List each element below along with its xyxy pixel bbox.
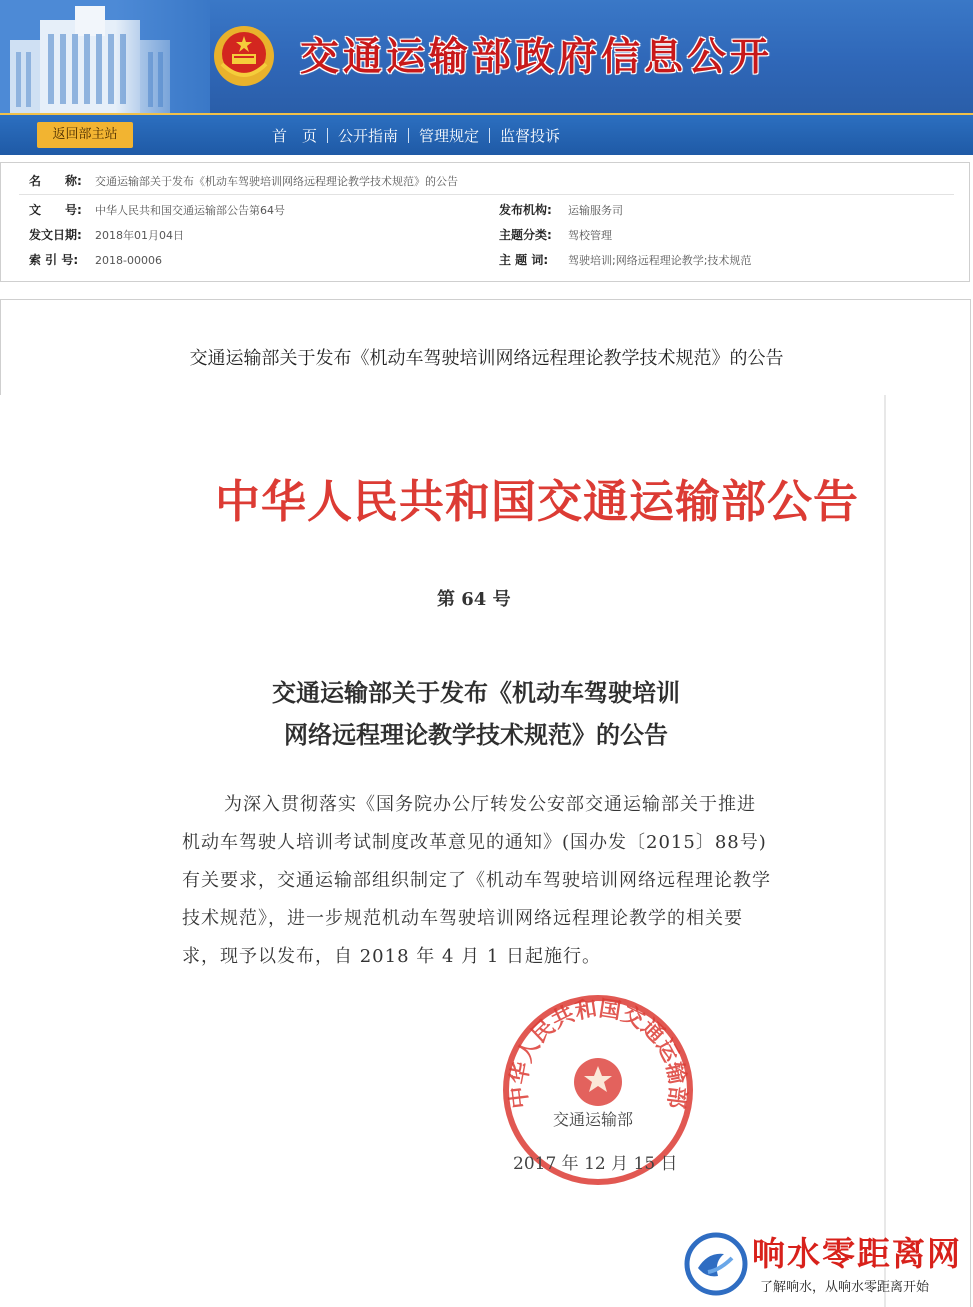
category-label: 主题分类: — [499, 228, 552, 242]
scan-edge — [884, 395, 886, 1307]
index-value: 2018-00006 — [95, 254, 162, 267]
name-value: 交通运输部关于发布《机动车驾驶培训网络远程理论教学技术规范》的公告 — [95, 175, 458, 188]
national-emblem-icon — [212, 24, 276, 88]
signature-organization: 交通运输部 — [553, 1110, 634, 1129]
publisher-label: 发布机构: — [499, 203, 552, 217]
watermark-subtitle: 了解响水，从响水零距离开始 — [760, 1280, 930, 1295]
keywords-label: 主 题 词: — [499, 253, 549, 267]
nav-complaint-link[interactable]: 监督投诉 — [500, 127, 561, 145]
nav-rules-link[interactable]: 管理规定 — [419, 127, 480, 145]
announcement-title-line2: 网络远程理论教学技术规范》的公告 — [284, 720, 668, 749]
category-value: 驾校管理 — [568, 229, 612, 242]
announcement-title-line1: 交通运输部关于发布《机动车驾驶培训 — [272, 678, 680, 707]
announcement-title — [196, 672, 756, 756]
keywords-value: 驾驶培训;网络远程理论教学;技术规范 — [568, 254, 752, 267]
index-label: 索 引 号: — [29, 253, 79, 267]
site-title: 交通运输部政府信息公开 — [300, 35, 774, 80]
announcement-red-title: 中华人民共和国交通运输部公告 — [215, 475, 860, 528]
date-label: 发文日期: — [29, 228, 82, 242]
nav-links — [262, 125, 570, 146]
meta-row-date — [1, 223, 969, 248]
docno-value: 中华人民共和国交通运输部公告第64号 — [95, 204, 285, 217]
meta-row-index — [1, 248, 969, 273]
date-value: 2018年01月04日 — [95, 229, 184, 242]
return-home-button[interactable]: 返回部主站 — [37, 122, 133, 148]
announcement-number: 第 64 号 — [437, 589, 511, 610]
divider — [19, 194, 954, 195]
name-label: 名 称: — [29, 174, 82, 188]
announcement-body-text: 为深入贯彻落实《国务院办公厅转发公安部交通运输部关于推进机动车驾驶人培训考试制度改革意见的通知》(国办发〔2015〕88号)有关要求，交通运输部组织制定了《机动车驾驶培训网络远程理论教学技术规范》，进一步规范机动车驾驶培训网络远程理论教学的相关要求，现予以发布，自 2018 年 4 月 1 日起施行。 — [182, 794, 771, 967]
document-metadata — [0, 162, 970, 282]
announcement-body — [182, 786, 772, 976]
meta-row-docno — [1, 198, 969, 223]
document-heading: 交通运输部关于发布《机动车驾驶培训网络远程理论教学技术规范》的公告 — [189, 348, 784, 369]
site-banner — [0, 0, 973, 113]
nav-guide-link[interactable]: 公开指南 — [338, 127, 399, 145]
nav-home-link[interactable]: 首 页 — [272, 127, 318, 145]
docno-label: 文 号: — [29, 203, 82, 217]
main-nav — [0, 113, 973, 155]
svg-text:中华人民共和国交通运输部: 中华人民共和国交通运输部 — [505, 995, 691, 1110]
publisher-value: 运输服务司 — [568, 204, 623, 217]
building-illustration — [0, 0, 210, 113]
signature-date: 2017 年 12 月 15 日 — [513, 1154, 678, 1174]
watermark-logo-icon — [684, 1232, 748, 1296]
meta-row-name — [1, 169, 969, 194]
watermark-title: 响水零距离网 — [752, 1234, 962, 1273]
